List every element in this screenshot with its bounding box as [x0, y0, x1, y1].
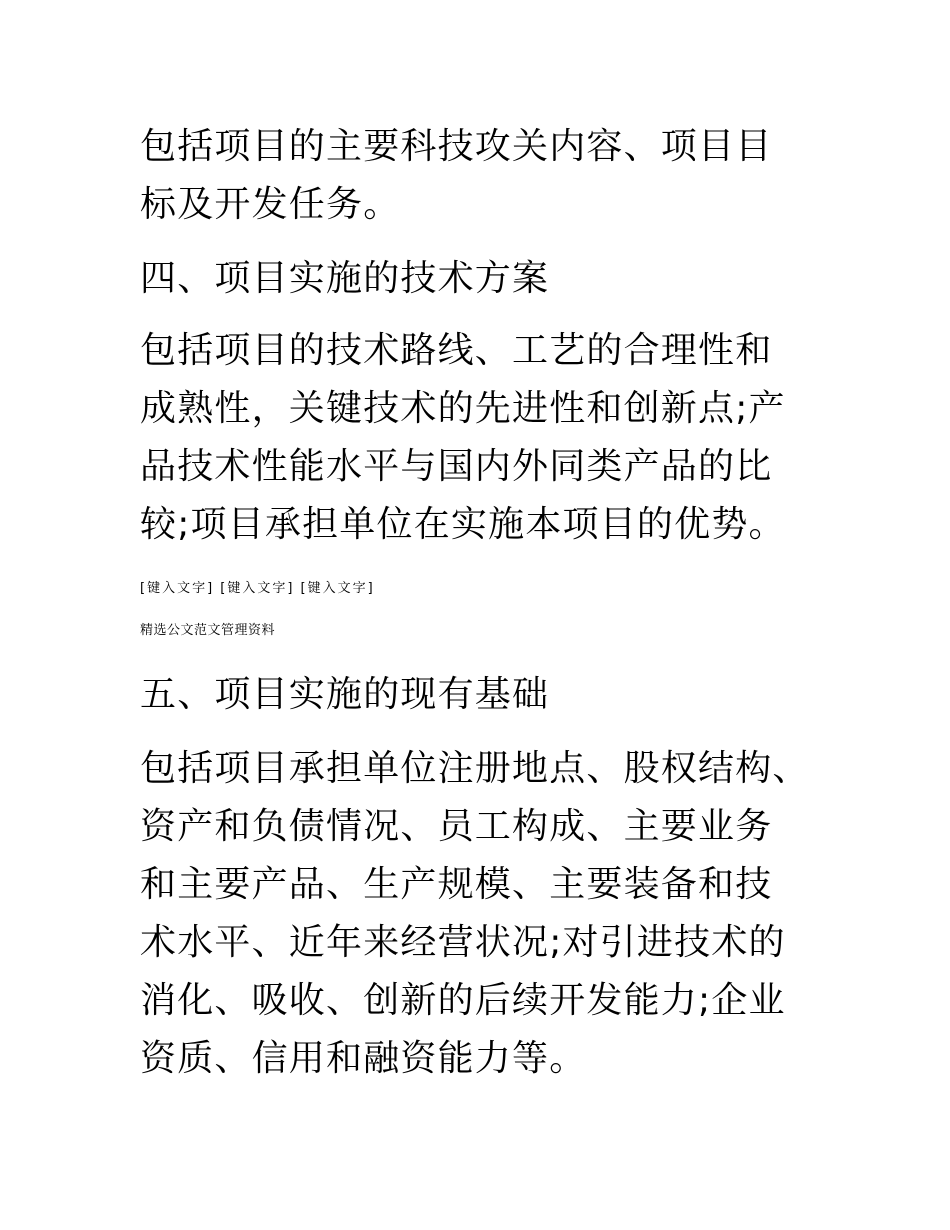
- header-placeholder-text: [键入文字] [键入文字] [键入文字]: [140, 581, 375, 596]
- paragraph-scope: [140, 118, 800, 234]
- paragraph-line: 术水平、近年来经营状况;对引进技术的: [140, 922, 786, 963]
- paragraph-line: 标及开发任务。: [140, 184, 401, 225]
- paragraph-line: 和主要产品、生产规模、主要装备和技: [140, 864, 773, 905]
- paragraph-line: 较;项目承担单位在实施本项目的优势。: [140, 504, 786, 545]
- section-heading-5: 五、项目实施的现有基础: [140, 674, 550, 715]
- paragraph-existing-basis: [140, 740, 810, 1088]
- paragraph-line: 资产和负债情况、员工构成、主要业务: [140, 806, 773, 847]
- paragraph-line: 消化、吸收、创新的后续开发能力;企业: [140, 980, 786, 1021]
- paragraph-line: 包括项目的技术路线、工艺的合理性和: [140, 330, 773, 371]
- paragraph-line: 成熟性，关键技术的先进性和创新点;产: [140, 388, 786, 429]
- paragraph-line: 包括项目承担单位注册地点、股权结构、: [140, 748, 810, 789]
- paragraph-line: 包括项目的主要科技攻关内容、项目目: [140, 126, 773, 167]
- paragraph-technical-plan: [140, 322, 800, 554]
- paragraph-line: 资质、信用和融资能力等。: [140, 1038, 587, 1079]
- paragraph-line: 品技术性能水平与国内外同类产品的比: [140, 446, 773, 487]
- section-heading-4: 四、项目实施的技术方案: [140, 258, 550, 299]
- footer-label: 精选公文范文管理资料: [140, 623, 276, 638]
